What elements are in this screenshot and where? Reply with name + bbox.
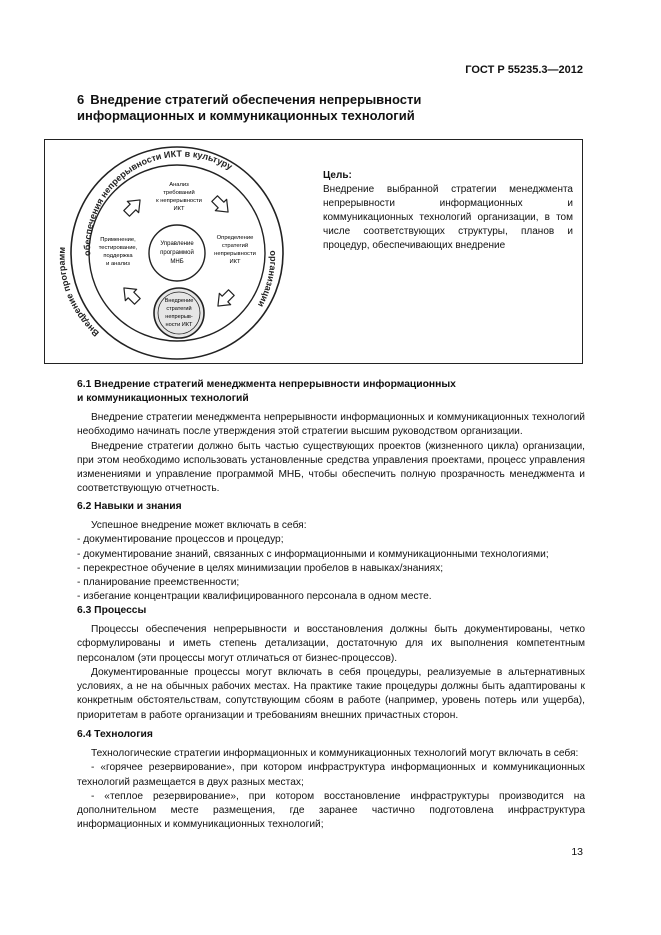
- left-box-label-2: тестирование,: [98, 245, 138, 251]
- ring-label-left: Внедрение программ: [56, 246, 101, 339]
- left-box-label-3: поддержка: [103, 253, 133, 259]
- section-number: 6: [77, 92, 85, 107]
- paragraph-6-2-intro: Успешное внедрение может включать в себя:: [91, 520, 307, 531]
- bottom-box-label-4: ности ИКТ: [165, 322, 193, 328]
- right-box-label-1: Определение: [216, 235, 254, 241]
- arrow-icon-top-right: [209, 193, 234, 218]
- paragraph-6-3-b: Документированные процессы могут включать в себя процедуры, реализуемые в альтернативных условиях, а не на обычных рабочих местах. На практике такие процедуры должны быть адаптированы к конкретным обстоятельствам, сопутствующим сбоям в работе (например, уровень потерь или ущерба), приоритетам в работе организации и требованиям внешних причастных сторон.: [77, 666, 585, 721]
- section-title: [77, 92, 597, 124]
- top-box-label-4: ИКТ: [173, 206, 185, 212]
- heading-6-4: 6.4 Технология: [77, 729, 153, 740]
- goal-text: Внедрение выбранной стратегии менеджмента непрерывности информационных и коммуникационных технологий организации, в том числе соответствующих структуры, планов и процедур, обеспечивающих внедрение: [323, 184, 573, 251]
- heading-6-2: 6.2 Навыки и знания: [77, 501, 182, 512]
- ring-label-top: обеспечения непрерывности ИКТ в культуру: [82, 148, 235, 257]
- arrow-icon-bottom-right: [212, 287, 237, 312]
- paragraph-6-1-b: Внедрение стратегии должно быть частью существующих проектов (жизненного цикла) организации, при этом необходимо использовать установленные средства управления проектами, процесс управления изменениями и управление программой МНБ, чтобы обеспечить полную прозрачность менеджмента и соответствующую отчетность.: [77, 440, 585, 495]
- paragraph-6-3-a: Процессы обеспечения непрерывности и восстановления должны быть документированы, четко сформулированы и иметь степень детализации, достаточную для их выполнения компетентным персоналом (эти процессы могут отличаться от бизнес-процессов).: [77, 624, 585, 664]
- paragraph-6-4-a: Технологические стратегии информационных и коммуникационных технологий могут включать в себя:: [91, 748, 579, 759]
- center-label-3: МНБ: [170, 259, 184, 265]
- heading-6-1-line2: и коммуникационных технологий: [77, 393, 249, 404]
- section-title-line1: Внедрение стратегий обеспечения непрерывности: [90, 92, 422, 107]
- right-box-label-4: ИКТ: [229, 259, 241, 265]
- left-box-label-1: Применение,: [100, 237, 136, 243]
- paragraph-6-1-a: Внедрение стратегии менеджмента непрерывности информационных и коммуникационных технологий необходимо начинать после утверждения этой стратегии высшим руководством организации.: [77, 412, 585, 438]
- list-item: - планирование преемственности;: [77, 577, 240, 589]
- paragraph-6-4-c: - «теплое резервирование», при котором восстановление инфраструктуры производится на дополнительном месте размещения, где заранее частично подготовлена инфраструктура информационных и коммуникационных технологий;: [77, 790, 585, 831]
- center-label-2: программой: [160, 250, 194, 256]
- top-box-label-3: к непрерывности: [156, 198, 202, 204]
- section-6-3: [77, 604, 585, 723]
- heading-6-3: 6.3 Процессы: [77, 605, 147, 616]
- bottom-box-label-1: Внедрение: [164, 298, 194, 304]
- left-box-label-4: и анализ: [106, 261, 130, 267]
- top-box-label-2: требований: [163, 190, 195, 196]
- arrow-icon-top-left: [121, 194, 146, 219]
- paragraph-6-4-b: - «горячее резервирование», при котором инфраструктура информационных и коммуникационных технологий размещается в двух разных местах;: [77, 762, 585, 788]
- bottom-box-label-3: непрерыв-: [165, 314, 193, 320]
- list-item: - документирование знаний, связанных с информационными и коммуникационными технологиями;: [77, 548, 549, 560]
- section-6-2: [77, 500, 585, 605]
- section-6-1: [77, 378, 585, 497]
- list-item: - документирование процессов и процедур;: [77, 534, 284, 546]
- center-label-1: Управление: [160, 241, 194, 247]
- standard-number: ГОСТ Р 55235.3—2012: [465, 64, 583, 76]
- section-6-4: [77, 728, 585, 833]
- page-number: 13: [571, 846, 583, 858]
- process-cycle-diagram: [55, 141, 295, 363]
- top-box-label-1: Анализ: [169, 182, 189, 188]
- bottom-circle: [154, 288, 204, 338]
- right-box-label-3: непрерывности: [214, 251, 256, 257]
- bottom-box-label-2: стратегий: [166, 306, 192, 312]
- heading-6-1-line1: 6.1 Внедрение стратегий менеджмента непрерывности информационных: [77, 379, 456, 390]
- list-item: - избегание концентрации квалифицированного персонала в одном месте.: [77, 591, 432, 603]
- list-item: - перекрестное обучение в целях минимизации пробелов в навыках/знаниях;: [77, 562, 444, 574]
- right-box-label-2: стратегий: [221, 243, 249, 249]
- goal-block: [323, 169, 573, 253]
- arrow-icon-bottom-left: [118, 282, 143, 307]
- ring-label-right: организации: [255, 250, 279, 309]
- section-title-line2: информационных и коммуникационных технологий: [77, 108, 415, 123]
- goal-title: Цель:: [323, 170, 352, 181]
